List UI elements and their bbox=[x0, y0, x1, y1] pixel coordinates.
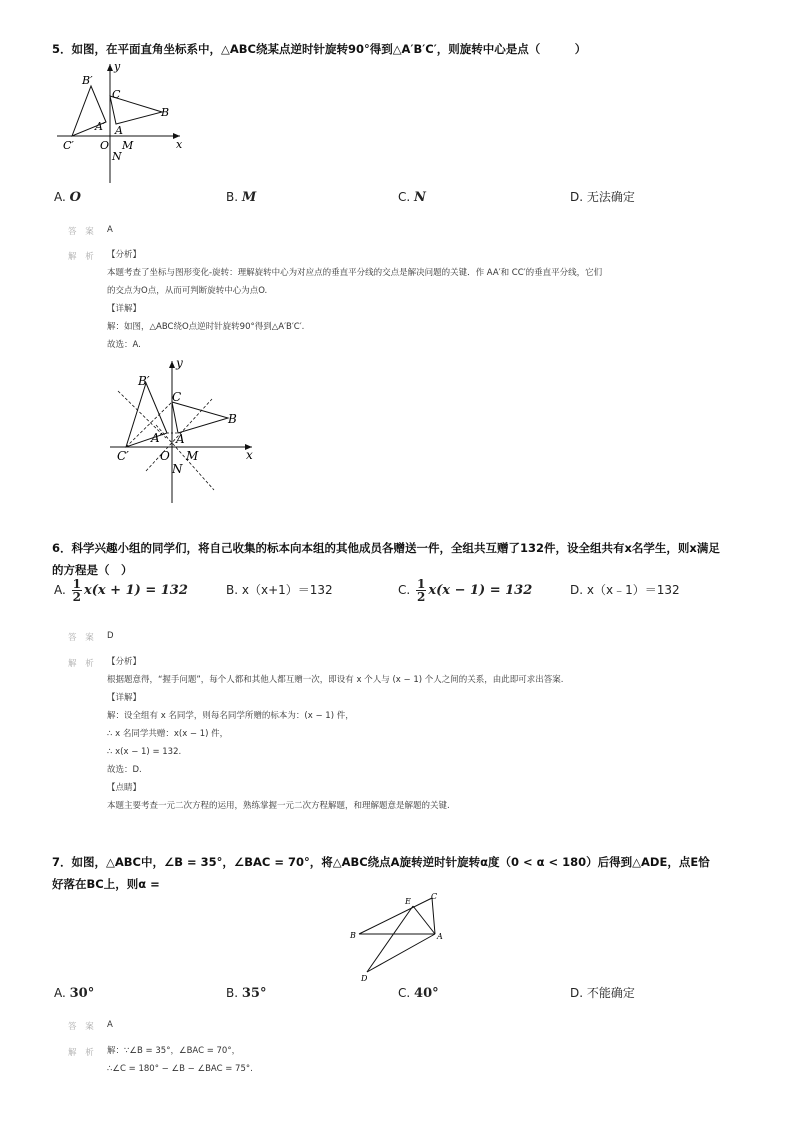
q5-solution-line: 本题考查了坐标与图形变化-旋转：理解旋转中心为对应点的垂直平分线的交点是解决问题的关键．作 AA′和 CC′的垂直平分线，它们 bbox=[107, 268, 603, 278]
q7-option-d-text: 不能确定 bbox=[586, 986, 635, 1000]
q6-stem-line-2: 的方程是（ ） bbox=[52, 563, 133, 577]
q7-option-a[interactable] bbox=[54, 984, 94, 1003]
q5-fig-label-o: O bbox=[100, 139, 110, 152]
q5-solution-line: 【分析】 bbox=[107, 250, 142, 260]
q7-stem bbox=[52, 851, 762, 895]
q7-fig-label-a: A bbox=[437, 932, 443, 941]
q7-solution bbox=[107, 1042, 727, 1078]
q6-solution-line: ∴ x 名同学共赠：x(x − 1) 件， bbox=[107, 729, 229, 739]
q6-answer-value: D bbox=[107, 631, 114, 641]
q5-sol-fig-label-c: C bbox=[172, 390, 182, 404]
q6-solution-line: 故选：D. bbox=[107, 765, 142, 775]
q7-fig-label-b: B bbox=[350, 931, 356, 940]
q5-answer-label: 答 案 bbox=[68, 227, 97, 237]
q5-option-a-text: O bbox=[69, 190, 81, 205]
q7-answer-label: 答 案 bbox=[68, 1022, 97, 1032]
q5-fig-label-y: y bbox=[114, 60, 121, 73]
q6-solution bbox=[107, 653, 727, 815]
q5-fig-label-x: x bbox=[176, 138, 183, 151]
q5-solution-figure bbox=[104, 355, 264, 510]
q5-solution-line: 【详解】 bbox=[107, 304, 142, 314]
q7-solution-line: 解：∵∠B = 35°，∠BAC = 70°， bbox=[107, 1046, 241, 1056]
q7-option-b[interactable] bbox=[226, 984, 266, 1003]
q6-solution-line: 解：设全组有 x 名同学，则每名同学所赠的标本为：(x − 1) 件， bbox=[107, 711, 354, 721]
q7-answer-value: A bbox=[107, 1020, 113, 1030]
q5-fig-label-n: N bbox=[112, 150, 122, 163]
q7-stem-line-1: 7．如图，△ABC中，∠B = 35°，∠BAC = 70°，将△ABC绕点A旋转逆时针旋转α度（0 < α < 180）后得到△ADE，点E恰 bbox=[52, 855, 710, 869]
q5-option-b-text: M bbox=[241, 190, 257, 205]
q5-option-d[interactable] bbox=[570, 188, 635, 206]
q6-option-b-letter: B. bbox=[226, 583, 239, 597]
q7-solution-line: ∴∠C = 180° − ∠B − ∠BAC = 75°. bbox=[107, 1064, 253, 1074]
q5-option-b[interactable] bbox=[226, 188, 256, 207]
q6-stem-line-1: 6．科学兴趣小组的同学们，将自己收集的标本向本组的其他成员各赠送一件，全组共互赠了132件，设全组共有x名学生，则x满足 bbox=[52, 541, 720, 555]
q7-option-d[interactable] bbox=[570, 984, 635, 1002]
q6-option-a-text: x(x + 1) = 132 bbox=[84, 583, 188, 598]
q6-option-c-letter: C. bbox=[398, 583, 411, 597]
q6-option-a[interactable] bbox=[54, 578, 188, 603]
q7-option-a-text: 30° bbox=[69, 986, 95, 1001]
q6-solution-line: 【点睛】 bbox=[107, 783, 142, 793]
q5-answer-value: A bbox=[107, 225, 113, 235]
q6-solution-line: 根据题意得，“握手问题”，每个人都和其他人都互赠一次，即设有 x 个人与 (x − 1) 个人之间的关系，由此即可求出答案. bbox=[107, 675, 564, 685]
q5-sol-fig-label-a1: A′ bbox=[151, 431, 163, 445]
q6-option-d[interactable] bbox=[570, 581, 680, 599]
q5-sol-fig-label-n: N bbox=[172, 462, 183, 476]
q7-stem-line-2: 好落在BC上，则α = bbox=[52, 877, 160, 891]
q5-figure bbox=[52, 58, 187, 188]
q5-option-c-text: N bbox=[414, 190, 426, 205]
q5-sol-fig-label-o: O bbox=[160, 449, 170, 463]
q5-fig-label-a: A bbox=[115, 124, 123, 137]
q5-option-c[interactable] bbox=[398, 188, 426, 207]
q5-sol-fig-label-b: B bbox=[228, 412, 237, 426]
q7-option-b-text: 35° bbox=[241, 986, 267, 1001]
q6-option-a-fraction: $\frac{1}{2}$ bbox=[72, 577, 81, 604]
q7-option-b-letter: B. bbox=[226, 986, 239, 1000]
q6-solution-line: ∴ x(x − 1) = 132. bbox=[107, 747, 182, 757]
q5-analysis-label: 解 析 bbox=[68, 252, 97, 262]
q5-option-d-letter: D. bbox=[570, 190, 584, 204]
q5-option-a-letter: A. bbox=[54, 190, 66, 204]
q6-solution-line: 本题主要考查一元二次方程的运用，熟练掌握一元二次方程解题，和理解题意是解题的关键. bbox=[107, 801, 450, 811]
q5-sol-fig-label-m: M bbox=[186, 449, 199, 463]
q5-option-d-text: 无法确定 bbox=[586, 190, 635, 204]
q5-fig-label-m: M bbox=[122, 139, 134, 152]
q5-sol-fig-label-x: x bbox=[246, 448, 253, 462]
q7-option-c-text: 40° bbox=[414, 986, 439, 1001]
q5-sol-fig-label-a: A bbox=[176, 432, 185, 446]
q5-solution-line: 的交点为O点，从而可判断旋转中心为点O. bbox=[107, 286, 268, 296]
q6-option-b[interactable] bbox=[226, 581, 333, 599]
q6-analysis-label: 解 析 bbox=[68, 659, 97, 669]
q7-fig-label-c: C bbox=[431, 892, 438, 901]
q5-option-a[interactable] bbox=[54, 188, 81, 207]
q5-fig-label-c: C bbox=[112, 88, 121, 101]
q7-analysis-label: 解 析 bbox=[68, 1048, 97, 1058]
q5-sol-fig-label-b1: B′ bbox=[138, 374, 150, 388]
q6-option-c[interactable] bbox=[398, 578, 532, 603]
q6-answer-label: 答 案 bbox=[68, 633, 97, 643]
q5-fig-label-c1: C′ bbox=[63, 139, 74, 152]
q6-option-a-letter: A. bbox=[54, 583, 66, 597]
q6-option-b-text: x（x+1）＝132 bbox=[241, 583, 333, 597]
q6-solution-line: 【详解】 bbox=[107, 693, 142, 703]
q5-sol-fig-label-y: y bbox=[176, 356, 183, 370]
q5-option-b-letter: B. bbox=[226, 190, 239, 204]
q5-fig-label-a1: A′ bbox=[95, 120, 106, 133]
q6-solution-line: 【分析】 bbox=[107, 657, 142, 667]
q7-fig-label-e: E bbox=[405, 897, 411, 906]
q5-fig-label-b: B bbox=[161, 106, 170, 119]
q5-stem: 5．如图，在平面直角坐标系中，△ABC绕某点逆时针旋转90°得到△A′B′C′，则旋转中心是点（ ） bbox=[52, 42, 587, 56]
q7-option-c[interactable] bbox=[398, 984, 439, 1003]
q7-option-c-letter: C. bbox=[398, 986, 411, 1000]
q5-solution-line: 解：如图，△ABC绕O点逆时针旋转90°得到△A′B′C′. bbox=[107, 322, 305, 332]
q5-option-c-letter: C. bbox=[398, 190, 411, 204]
q6-option-c-fraction: $\frac{1}{2}$ bbox=[417, 577, 426, 604]
q7-fig-label-d: D bbox=[361, 974, 368, 983]
q7-figure bbox=[345, 890, 455, 985]
q7-option-d-letter: D. bbox=[570, 986, 584, 1000]
q7-option-a-letter: A. bbox=[54, 986, 66, 1000]
q6-option-d-letter: D. bbox=[570, 583, 584, 597]
q5-sol-fig-label-c1: C′ bbox=[117, 449, 129, 463]
q5-solution bbox=[107, 246, 727, 354]
q5-fig-label-b1: B′ bbox=[82, 74, 93, 87]
q6-option-d-text: x（x﹣1）＝132 bbox=[586, 583, 680, 597]
q6-stem bbox=[52, 537, 752, 581]
q5-solution-line: 故选：A. bbox=[107, 340, 141, 350]
q6-option-c-text: x(x − 1) = 132 bbox=[428, 583, 533, 598]
